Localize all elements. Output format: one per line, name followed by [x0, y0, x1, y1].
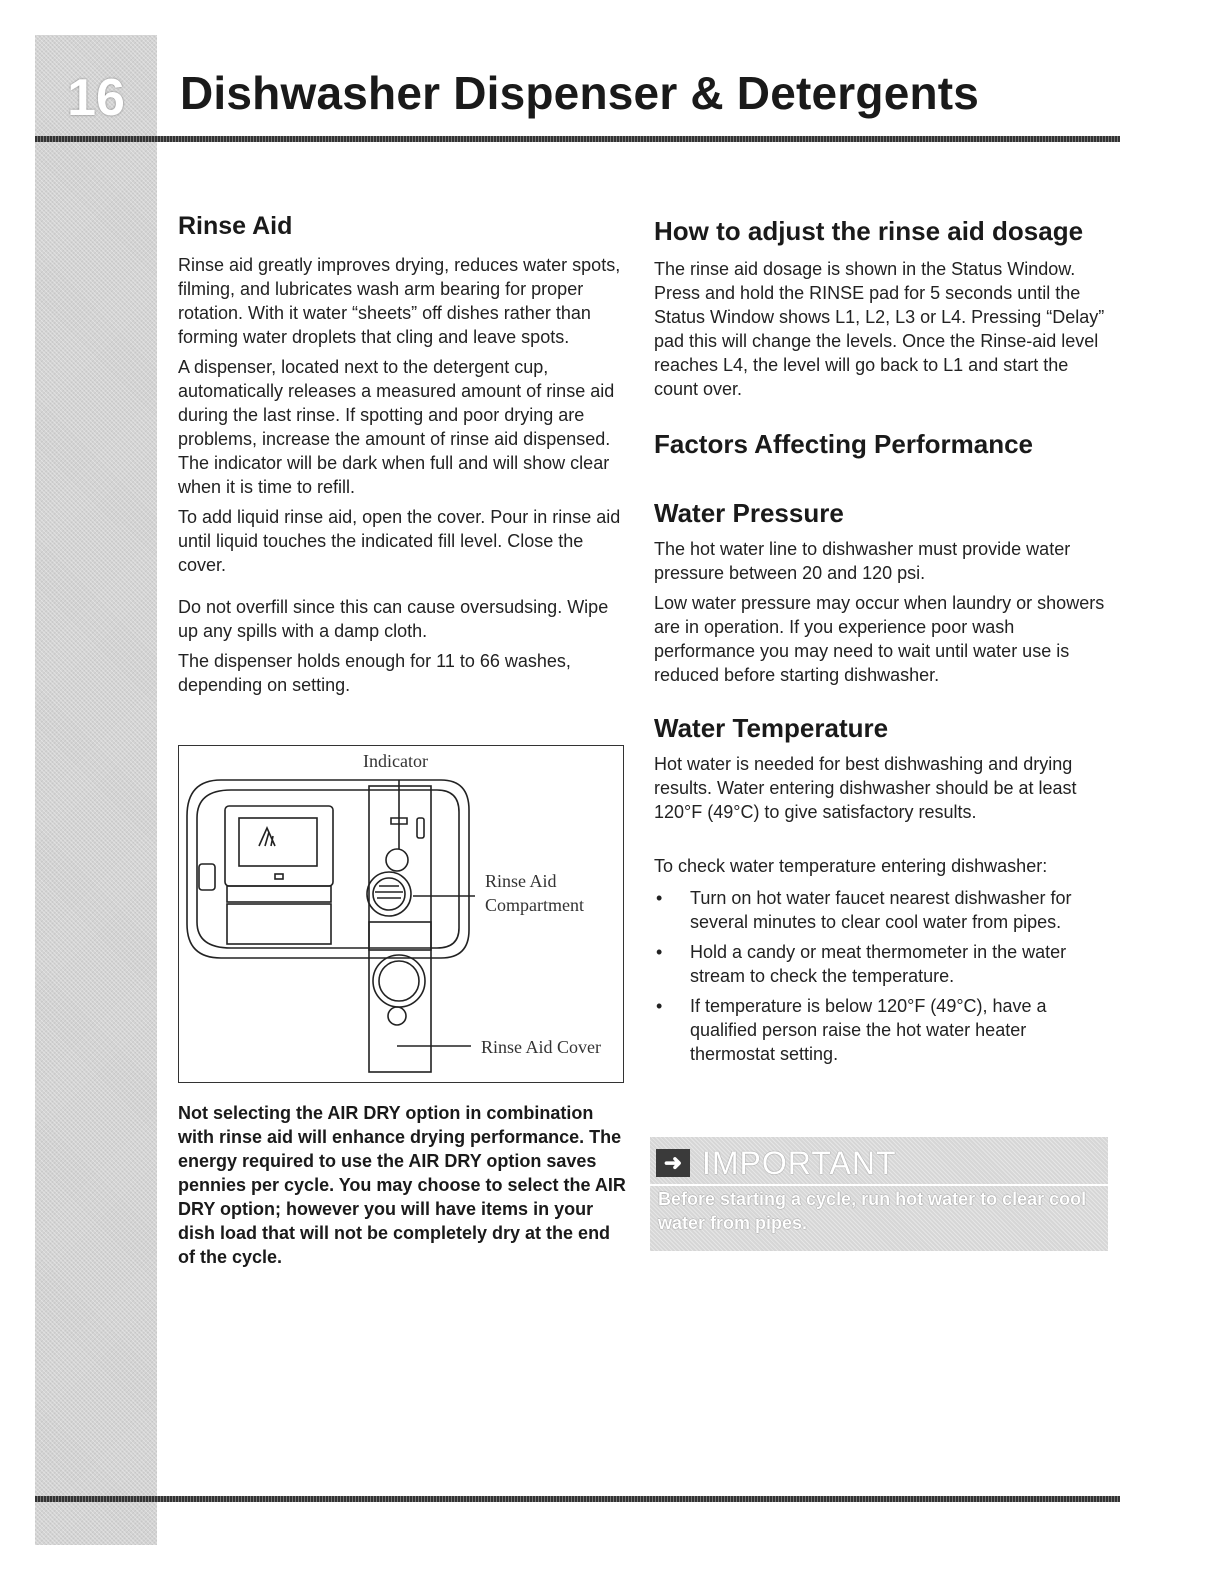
water-pressure-paragraph-1: The hot water line to dishwasher must provide water pressure between 20 and 120 psi.	[654, 539, 1071, 583]
bullet: •	[656, 996, 663, 1016]
arrow-icon: ➜	[656, 1149, 690, 1177]
rinse-aid-heading: Rinse Aid	[178, 212, 293, 240]
important-box	[650, 1137, 1108, 1251]
rinse-aid-paragraph-1: Rinse aid greatly improves drying, reduces water spots, filming, and lubricates wash arm bearing for proper rotation. With it water “sheets” off dishes rather than forming water droplets that cling and leave spots.	[178, 255, 621, 347]
important-title: IMPORTANT	[702, 1144, 897, 1181]
dispenser-diagram	[178, 745, 624, 1083]
rinse-aid-paragraph-4: Do not overfill since this can cause oversudsing. Wipe up any spills with a damp cloth.	[178, 597, 609, 641]
rinse-aid-paragraph-3: To add liquid rinse aid, open the cover. Pour in rinse aid until liquid touches the indicated fill level. Close the cover.	[178, 507, 621, 575]
page-title: Dishwasher Dispenser & Detergents	[180, 67, 980, 119]
air-dry-note: Not selecting the AIR DRY option in combination with rinse aid will enhance drying performance. The energy required to use the AIR DRY option saves pennies per cycle. You may choose to select the AIR DRY option; however you will have items in your dish load that will not be completely dry at the end of the cycle.	[178, 1103, 626, 1267]
right-column	[654, 216, 1114, 1072]
adjust-heading: How to adjust the rinse aid dosage	[654, 216, 1084, 246]
water-pressure-heading: Water Pressure	[654, 498, 844, 528]
list-item-text: If temperature is below 120°F (49°C), have a qualified person raise the hot water heater thermostat setting.	[690, 996, 1047, 1064]
water-temperature-paragraph-2: To check water temperature entering dishwasher:	[654, 856, 1048, 876]
bullet: •	[656, 942, 663, 962]
water-temperature-heading: Water Temperature	[654, 713, 889, 743]
compartment-label-line2: Compartment	[485, 895, 584, 915]
rinse-aid-paragraph-5: The dispenser holds enough for 11 to 66 washes, depending on setting.	[178, 651, 571, 695]
important-text: Before starting a cycle, run hot water to clear cool water from pipes.	[658, 1189, 1087, 1233]
top-rule	[35, 136, 1120, 142]
list-item	[654, 994, 1114, 1066]
list-item	[654, 940, 1114, 988]
page-number: 16	[67, 69, 125, 127]
bullet: •	[656, 888, 663, 908]
rinse-aid-paragraph-2: A dispenser, located next to the detergent cup, automatically releases a measured amount of rinse aid during the last rinse. If spotting and poor drying are problems, increase the amount of rinse aid dispensed. The indicator will be dark when full and will show clear when it is time to refill.	[178, 357, 615, 497]
left-column	[178, 212, 630, 1269]
list-item-text: Hold a candy or meat thermometer in the water stream to check the temperature.	[690, 942, 1067, 986]
water-pressure-paragraph-2: Low water pressure may occur when laundry or showers are in operation. If you experience poor wash performance you may need to wait until water use is reduced before starting dishwasher.	[654, 593, 1105, 685]
water-temperature-paragraph-1: Hot water is needed for best dishwashing and drying results. Water entering dishwasher should be at least 120°F (49°C) to give satisfactory results.	[654, 754, 1077, 822]
adjust-paragraph: The rinse aid dosage is shown in the Status Window. Press and hold the RINSE pad for 5 seconds until the Status Window shows L1, L2, L3 or L4. Pressing “Delay” pad this will change the levels. Once the Rinse-aid level reaches L4, the level will go back to L1 and start the count over.	[654, 259, 1105, 399]
side-band	[35, 35, 157, 1545]
cover-label: Rinse Aid Cover	[481, 1037, 601, 1057]
list-item	[654, 886, 1114, 934]
temperature-check-list	[654, 886, 1114, 1066]
indicator-label: Indicator	[363, 751, 428, 771]
factors-heading: Factors Affecting Performance	[654, 429, 1034, 459]
compartment-label-line1: Rinse Aid	[485, 871, 557, 891]
important-divider	[650, 1184, 1108, 1186]
list-item-text: Turn on hot water faucet nearest dishwasher for several minutes to clear cool water from pipes.	[690, 888, 1072, 932]
bottom-rule	[35, 1496, 1120, 1502]
important-header	[656, 1143, 896, 1183]
